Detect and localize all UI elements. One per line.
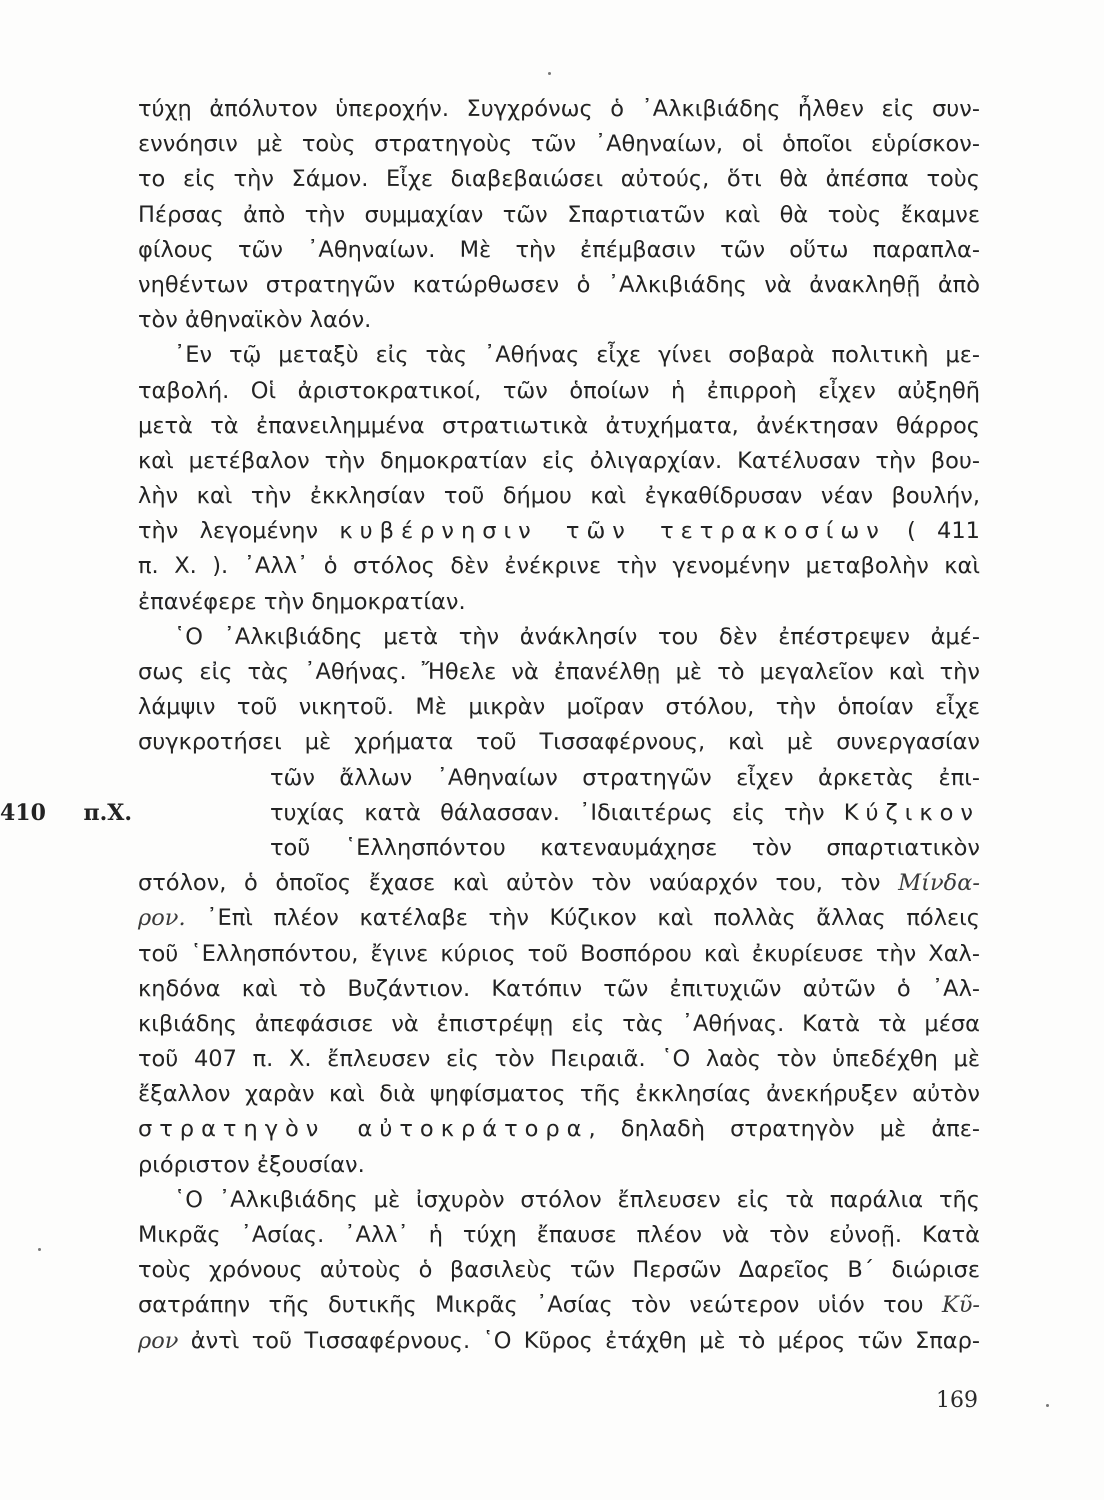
spaced-emphasis: κυβέρνησιν τῶν τετρακοσίων — [339, 518, 886, 545]
text-line: Μικρᾶς ᾿Ασίας. ᾿Αλλ᾿ ἡ τύχη ἔπαυσε πλέον νὰ τὸν εὐνοῇ. Κατὰ — [138, 1222, 980, 1248]
page-number: 169 — [936, 1388, 978, 1413]
text-segment: , δηλαδὴ στρατηγὸν μὲ ἀπε- — [588, 1116, 980, 1143]
text-line — [0, 796, 980, 831]
text-line — [138, 514, 980, 549]
text-segment: τυχίας κατὰ θάλασσαν. ᾿Ιδιαιτέρως εἰς τὴν — [270, 799, 825, 826]
paragraph-first-line: ῾Ο ᾿Αλκιβιάδης μὲ ἰσχυρὸν στόλον ἔπλευσεν εἰς τὰ παράλια τῆς — [174, 1186, 980, 1213]
text-segment: στόλον, ὁ ὁποῖος ἔχασε καὶ αὐτὸν τὸν ναύαρχόν του, τὸν — [138, 870, 881, 897]
text-line — [138, 1288, 980, 1323]
text-line: Πέρσας ἀπὸ τὴν συμμαχίαν τῶν Σπαρτιατῶν καὶ θὰ τοὺς ἔκαμνε — [138, 201, 980, 228]
paragraph-first-line: ᾿Εν τῷ μεταξὺ εἰς τὰς ᾿Αθήνας εἶχε γίνει σοβαρὰ πολιτικὴ με- — [174, 342, 980, 369]
text-line: σως εἰς τὰς ᾿Αθήνας. Ἤθελε νὰ ἐπανέλθῃ μὲ τὸ μεγαλεῖον καὶ τὴν — [138, 659, 980, 685]
text-line: ριόριστον ἐξουσίαν. — [138, 1151, 365, 1178]
text-line: εννόησιν μὲ τοὺς στρατηγοὺς τῶν ᾿Αθηναίων, οἱ ὁποῖοι εὑρίσκον- — [138, 131, 980, 158]
text-segment: ᾿Επὶ πλέον κατέλαβε τὴν Κύζικον καὶ πολλὰς ἄλλας πόλεις — [185, 905, 980, 932]
text-line: τῶν ἄλλων ᾿Αθηναίων στρατηγῶν εἶχεν ἀρκετὰς ἐπι- — [270, 764, 980, 791]
text-line: μετὰ τὰ ἐπανειλημμένα στρατιωτικὰ ἀτυχήματα, ἀνέκτησαν θάρρος — [138, 412, 980, 439]
text-line: συγκροτήσει μὲ χρήματα τοῦ Τισσαφέρνους, καὶ μὲ συνεργασίαν — [138, 729, 980, 756]
text-segment: ἀντὶ τοῦ Τισσαφέρνους. ῾Ο Κῦρος ἐτάχθη μὲ τὸ μέρος τῶν Σπαρ- — [178, 1327, 980, 1354]
spaced-emphasis: Κύζικον — [843, 799, 980, 826]
speck — [1046, 1404, 1049, 1407]
text-segment: τὴν λεγομένην — [138, 518, 319, 545]
text-line: καὶ μετέβαλον τὴν δημοκρατίαν εἰς ὀλιγαρχίαν. Κατέλυσαν τὴν βου- — [138, 447, 980, 474]
spaced-emphasis: στρατηγὸν αὐτοκράτορα — [138, 1116, 589, 1143]
text-line: τὸν ἀθηναϊκὸν λαόν. — [138, 307, 372, 334]
text-line: λάμψιν τοῦ νικητοῦ. Μὲ μικρὰν μοῖραν στόλου, τὴν ὁποίαν εἶχε — [138, 694, 980, 721]
text-line: κηδόνα καὶ τὸ Βυζάντιον. Κατόπιν τῶν ἐπιτυχιῶν αὐτῶν ὁ ᾿Αλ- — [138, 975, 980, 1002]
text-line — [138, 1112, 980, 1147]
text-line: κιβιάδης ἀπεφάσισε νὰ ἐπιστρέψῃ εἰς τὰς ᾿Αθήνας. Κατὰ τὰ μέσα — [138, 1010, 980, 1037]
margin-date-note: 410 π.Χ. — [0, 799, 132, 826]
text-line: νηθέντων στρατηγῶν κατώρθωσεν ὁ ᾿Αλκιβιάδης νὰ ἀνακληθῇ ἀπὸ — [138, 271, 980, 298]
italic-name: ρον — [138, 1327, 179, 1354]
italic-name: ρον. — [138, 905, 186, 932]
text-line: τοῦ ῾Ελλησπόντου κατεναυμάχησε τὸν σπαρτιατικὸν — [270, 834, 980, 861]
text-line: ἐπανέφερε τὴν δημοκρατίαν. — [138, 588, 466, 615]
text-line: ἔξαλλον χαρὰν καὶ διὰ ψηφίσματος τῆς ἐκκλησίας ἀνεκήρυξεν αὐτὸν — [138, 1081, 980, 1108]
text-segment: σατράπην τῆς δυτικῆς Μικρᾶς ᾿Ασίας τὸν νεώτερον υἱόν του — [138, 1292, 924, 1319]
paragraph-first-line: ῾Ο ᾿Αλκιβιάδης μετὰ τὴν ἀνάκλησίν του δὲν ἐπέστρεψεν ἀμέ- — [174, 623, 980, 650]
text-line: τοῦ ῾Ελλησπόντου, ἔγινε κύριος τοῦ Βοσπόρου καὶ ἐκυρίευσε τὴν Χαλ- — [138, 940, 980, 967]
text-line: το εἰς τὴν Σάμον. Εἶχε διαβεβαιώσει αὐτούς, ὅτι θὰ ἀπέσπα τοὺς — [138, 166, 980, 193]
text-line: τοὺς χρόνους αὐτοὺς ὁ βασιλεὺς τῶν Περσῶν Δαρεῖος Β΄ διώρισε — [138, 1257, 980, 1284]
text-line — [138, 1324, 980, 1359]
text-line: τύχῃ ἀπόλυτον ὑπεροχήν. Συγχρόνως ὁ ᾿Αλκιβιάδης ἦλθεν εἰς συν- — [138, 96, 980, 122]
text-line: φίλους τῶν ᾿Αθηναίων. Μὲ τὴν ἐπέμβασιν τῶν οὕτω παραπλα- — [138, 236, 980, 263]
text-line: π. Χ. ). ᾿Αλλ᾿ ὁ στόλος δὲν ἐνέκρινε τὴν γενομένην μεταβολὴν καὶ — [138, 553, 980, 580]
text-segment: ( 411 — [907, 518, 980, 545]
text-line: λὴν καὶ τὴν ἐκκλησίαν τοῦ δήμου καὶ ἐγκαθίδρυσαν νέαν βουλήν, — [138, 483, 980, 510]
text-line — [138, 866, 980, 901]
italic-name: Μίνδα- — [898, 870, 980, 897]
text-line — [138, 901, 980, 936]
body-text — [0, 92, 980, 1359]
speck — [38, 1248, 41, 1251]
text-line: τοῦ 407 π. Χ. ἔπλευσεν εἰς τὸν Πειραιᾶ. ῾Ο λαὸς τὸν ὑπεδέχθη μὲ — [138, 1046, 980, 1073]
speck — [548, 72, 551, 75]
italic-name: Κῦ- — [941, 1292, 980, 1319]
text-line: ταβολή. Οἱ ἀριστοκρατικοί, τῶν ὁποίων ἡ ἐπιρροὴ εἶχεν αὐξηθῆ — [138, 377, 980, 404]
